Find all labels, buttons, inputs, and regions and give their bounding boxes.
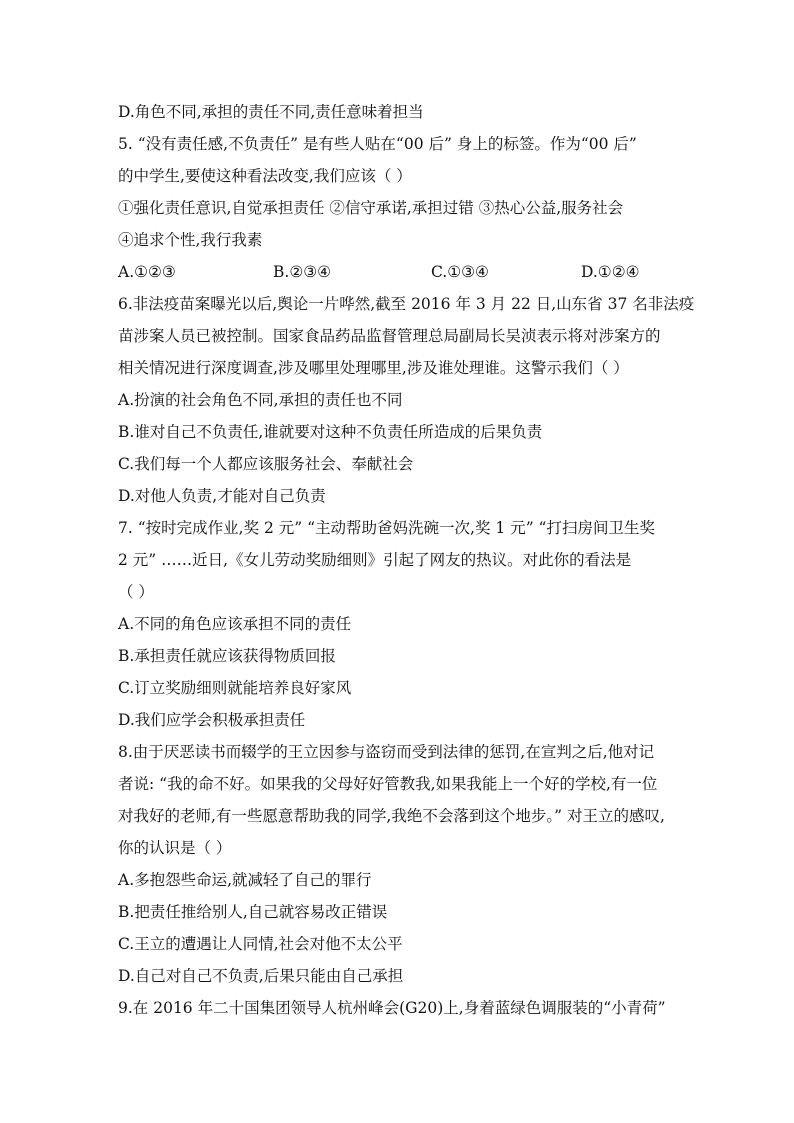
q6-option-d: D.对他人负责,才能对自己负责 bbox=[118, 487, 326, 505]
q8-option-b: B.把责任推给别人,自己就容易改正错误 bbox=[118, 903, 388, 921]
q6-option-a: A.扮演的社会角色不同,承担的责任也不同 bbox=[118, 391, 403, 409]
q8-option-a: A.多抱怨些命运,就减轻了自己的罪行 bbox=[118, 871, 372, 889]
q8-stem-line-1: 8.由于厌恶读书而辍学的王立因参与盗窃而受到法律的惩罚,在宣判之后,他对记 bbox=[118, 743, 655, 761]
q5-options bbox=[118, 256, 678, 288]
q5-stem-line-1: 5. “没有责任感,不负责任” 是有些人贴在“00 后” 身上的标签。作为“00 后” bbox=[118, 135, 637, 153]
q5-statements-line-2: ④追求个性,我行我素 bbox=[118, 231, 263, 249]
q7-stem-line-3: （ ） bbox=[118, 583, 154, 601]
q5-stem-line-2: 的中学生,要使这种看法改变,我们应该（ ） bbox=[118, 167, 412, 185]
q7-option-a: A.不同的角色应该承担不同的责任 bbox=[118, 615, 352, 633]
q7-option-d: D.我们应学会积极承担责任 bbox=[118, 711, 306, 729]
q6-stem-line-2: 苗涉案人员已被控制。国家食品药品监督管理总局副局长吴浈表示将对涉案方的 bbox=[118, 327, 661, 345]
q5-option-d: D.①②④ bbox=[581, 263, 640, 281]
q8-stem-line-4: 你的认识是（ ） bbox=[118, 839, 232, 857]
q8-stem-line-2: 者说: “我的命不好。如果我的父母好好管教我,如果我能上一个好的学校,有一位 bbox=[118, 775, 658, 793]
q6-stem-line-3: 相关情况进行深度调查,涉及哪里处理哪里,涉及谁处理谁。这警示我们（ ） bbox=[118, 359, 629, 377]
q7-stem-line-2: 2 元” ……近日,《女儿劳动奖励细则》引起了网友的热议。对此你的看法是 bbox=[118, 551, 632, 569]
q5-option-a: A.①②③ bbox=[118, 263, 176, 281]
q6-option-c: C.我们每一个人都应该服务社会、奉献社会 bbox=[118, 455, 414, 473]
q8-stem-line-3: 对我好的老师,有一些愿意帮助我的同学,我绝不会落到这个地步。” 对王立的感叹, bbox=[118, 807, 665, 825]
q6-stem-line-1: 6.非法疫苗案曝光以后,舆论一片哗然,截至 2016 年 3 月 22 日,山东省 37 名非法疫 bbox=[118, 295, 695, 313]
q8-option-d: D.自己对自己不负责,后果只能由自己承担 bbox=[118, 967, 404, 985]
q9-stem-line-1: 9.在 2016 年二十国集团领导人杭州峰会(G20)上,身着蓝绿色调服装的“小青荷” bbox=[118, 999, 666, 1017]
q6-option-b: B.谁对自己不负责任,谁就要对这种不负责任所造成的后果负责 bbox=[118, 423, 543, 441]
q7-stem-line-1: 7. “按时完成作业,奖 2 元” “主动帮助爸妈洗碗一次,奖 1 元” “打扫房间卫生奖 bbox=[118, 519, 655, 537]
q7-option-c: C.订立奖励细则就能培养良好家风 bbox=[118, 679, 352, 697]
q7-option-b: B.承担责任就应该获得物质回报 bbox=[118, 647, 336, 665]
document-page bbox=[118, 96, 695, 1024]
q5-option-b: B.②③④ bbox=[273, 263, 332, 281]
q4-option-d: D.角色不同,承担的责任不同,责任意味着担当 bbox=[118, 103, 424, 121]
q5-statements-line-1: ①强化责任意识,自觉承担责任 ②信守承诺,承担过错 ③热心公益,服务社会 bbox=[118, 199, 624, 217]
q5-option-c: C.①③④ bbox=[431, 263, 489, 281]
q8-option-c: C.王立的遭遇让人同情,社会对他不太公平 bbox=[118, 935, 403, 953]
